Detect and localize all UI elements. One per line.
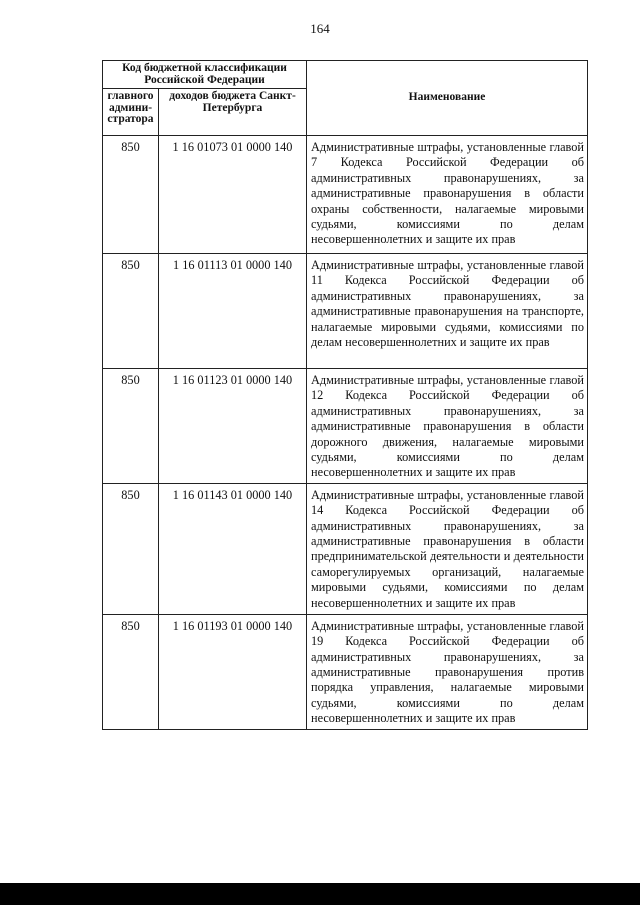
- revenue-code-cell: 1 16 01113 01 0000 140: [159, 254, 307, 369]
- revenue-name-cell: Административные штрафы, установленные главой 11 Кодекса Российской Федерации об административных правонарушениях, за административные правонарушения на транспорте, налагаемые мировыми судьями, комиссиями по делам несовершеннолетних и защите их прав: [307, 254, 588, 369]
- page-number: 164: [310, 21, 330, 36]
- admin-code-cell: 850: [103, 483, 159, 614]
- header-admin-label: главного админи-стратора: [107, 90, 154, 125]
- table-row: [103, 483, 588, 614]
- revenue-code-cell: 1 16 01073 01 0000 140: [159, 136, 307, 254]
- revenue-code-cell: 1 16 01143 01 0000 140: [159, 483, 307, 614]
- revenue-name-cell: Административные штрафы, установленные главой 12 Кодекса Российской Федерации об административных правонарушениях, за административные правонарушения в области дорожного движения, налагаемые мировыми судьями, комиссиями по делам несовершеннолетних и защите их прав: [307, 369, 588, 484]
- table-row: [103, 614, 588, 729]
- table-row: [103, 136, 588, 254]
- admin-code-cell: 850: [103, 369, 159, 484]
- admin-code-cell: 850: [103, 614, 159, 729]
- header-code-column: [159, 89, 307, 136]
- scan-bottom-edge: [0, 883, 640, 905]
- revenue-code-cell: 1 16 01193 01 0000 140: [159, 614, 307, 729]
- revenue-name-cell: Административные штрафы, установленные главой 14 Кодекса Российской Федерации об административных правонарушениях, за административные правонарушения в области предпринимательской деятельности и деятельности саморегулируемых организаций, налагаемые мировыми судьями, комиссиями по делам несовершеннолетних и защите их прав: [307, 483, 588, 614]
- table-header: [103, 61, 588, 136]
- table-body: [103, 136, 588, 730]
- revenue-name-cell: Административные штрафы, установленные главой 19 Кодекса Российской Федерации об административных правонарушениях, за административные правонарушения против порядка управления, налагаемые мировыми судьями, комиссиями по делам несовершеннолетних и защите их прав: [307, 614, 588, 729]
- revenue-name-cell: Административные штрафы, установленные главой 7 Кодекса Российской Федерации об административных правонарушениях, за административные правонарушения в области охраны собственности, налагаемые мировыми судьями, комиссиями по делам несовершеннолетних и защите их прав: [307, 136, 588, 254]
- admin-code-cell: 850: [103, 254, 159, 369]
- revenue-code-cell: 1 16 01123 01 0000 140: [159, 369, 307, 484]
- header-group-label: Код бюджетной классификации Российской Федерации: [103, 61, 307, 89]
- header-name-column: Наименование: [307, 61, 588, 136]
- table-row: [103, 369, 588, 484]
- table-row: [103, 254, 588, 369]
- header-code-label: доходов бюджета Санкт-Петербурга: [169, 90, 296, 114]
- header-admin-column: [103, 89, 159, 136]
- budget-classification-table: [102, 60, 588, 730]
- admin-code-cell: 850: [103, 136, 159, 254]
